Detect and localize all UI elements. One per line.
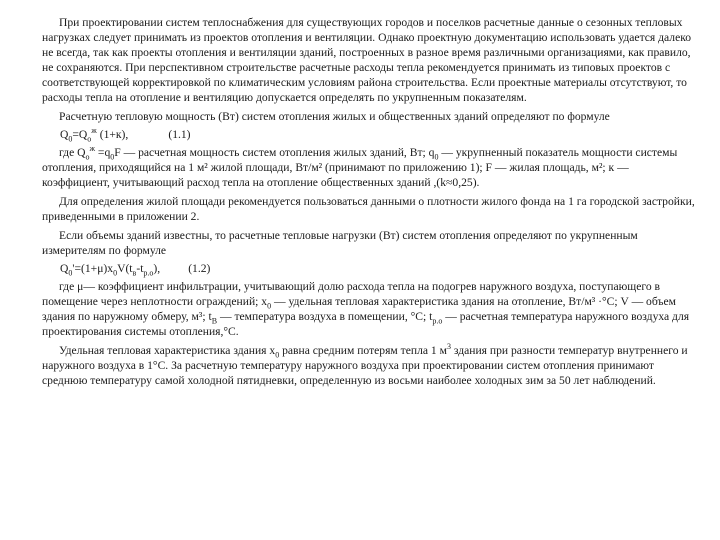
paragraph-building-volume: Если объемы зданий известны, то расчетные тепловые нагрузки (Вт) систем отопления определяют по укрупненным измерителям по формуле <box>42 229 638 257</box>
formula-1-2-part: '=(1+μ)x <box>72 262 114 275</box>
text-span: =q <box>95 146 111 159</box>
formula-1-1-sup-zh: ж <box>91 126 97 136</box>
paragraph-where-1 <box>42 145 696 190</box>
formula-1-2-part: V(t <box>117 262 133 275</box>
formula-1-1-rest: (1+к), <box>96 128 129 141</box>
text-sub: 0 <box>267 301 272 311</box>
paragraph-where-2 <box>42 279 696 339</box>
formula-1-1-number: (1.1) <box>168 128 191 141</box>
text-sub: 0 <box>434 152 439 162</box>
text-span: здания при разности температур внутреннего и наружного воздуха в 1°С. За расчетную температуру наружного воздуха при проектировании систем отопления принимают среднюю температуру самой холодной пятидневки, определенную из восьми наиболее холодных зим за 50 лет наблюдений. <box>42 344 688 387</box>
formula-1-2-number: (1.2) <box>188 262 211 275</box>
formula-1-2-q: Q <box>60 262 69 275</box>
formula-1-2-sub-ro: р.о <box>143 268 154 278</box>
formula-1-1-sub-o: о <box>87 134 92 144</box>
text-span: — расчетная температура наружного воздуха для проектирования системы отопления,°С. <box>42 310 690 338</box>
text-span: Удельная тепловая характеристика здания x <box>59 344 276 357</box>
paragraph-living-area: Для определения жилой площади рекомендуется пользоваться данными о плотности жилого фонда на 1 га городской застройки, приведенными в приложении 2. <box>42 195 695 223</box>
formula-1-2-sub: 0 <box>68 268 73 278</box>
text-sub: о <box>85 152 90 162</box>
formula-1-1-sub: 0 <box>68 134 73 144</box>
text-sub: 0 <box>275 350 280 360</box>
formula-1-2-close: ), <box>153 262 161 275</box>
paragraph-intro: При проектировании систем теплоснабжения для существующих городов и поселков расчетные данные о сезонных тепловых нагрузках следует принимать из проектов отопления и вентиляции. Однако проектную документацию использовать удается далеко не всегда, так как проекты отопления и вентиляции зданий, построенных в разное время различными организациями, как правило, не сохраняются. При перспективном строительстве расчетные расходы тепла рекомендуется принимать из типовых проектов с соответствующей корректировкой по климатическим условиям района строительства. Если проектные материалы отсутствуют, то расходы тепла на отопление и вентиляцию допускается определять по укрупненным показателям. <box>42 16 692 104</box>
formula-1-2-sub-v: в <box>132 268 137 278</box>
formula-1-2 <box>42 261 696 276</box>
text-span: равна средним потерям тепла 1 м <box>279 344 447 357</box>
text-span: — температура воздуха в помещении, °С; t <box>217 310 433 323</box>
text-span: F — расчетная мощность систем отопления жилых зданий, Вт; q <box>114 146 435 159</box>
text-sub: р.о <box>432 316 443 326</box>
formula-1-2-sub-x: 0 <box>113 268 118 278</box>
formula-1-2-part: -t <box>136 262 144 275</box>
text-span: — укрупненный показатель мощности системы отопления, приходящийся на 1 м² жилой площади, Вт/м² (принимают по приложению 1); F — жилая площадь, м²; к — коэффициент, учитывающий расход тепла на отопление общественных зданий ,(k≈0,25). <box>42 146 678 189</box>
text-sub: 0 <box>110 152 115 162</box>
text-sub: В <box>211 316 218 326</box>
paragraph-heating-power: Расчетную тепловую мощность (Вт) систем отопления жилых и общественных зданий определяют по формуле <box>59 110 610 123</box>
text-span: где Q <box>59 146 86 159</box>
paragraph-specific-characteristic <box>42 343 696 388</box>
formula-1-1-q: Q <box>60 128 69 141</box>
formula-1-1-eq: =Q <box>72 128 88 141</box>
text-sup: 3 <box>446 342 451 352</box>
text-span: — удельная тепловая характеристика здания на отопление, Вт/м³ ·°С; V — объем здания по наружному обмеру, м³; t <box>42 295 676 323</box>
formula-1-1 <box>42 127 696 142</box>
text-sup: ж <box>89 144 96 154</box>
text-span: где μ— коэффициент инфильтрации, учитывающий долю расхода тепла на подогрев наружного воздуха, поступающего в помещение через неплотности ограждений; x <box>42 280 661 308</box>
